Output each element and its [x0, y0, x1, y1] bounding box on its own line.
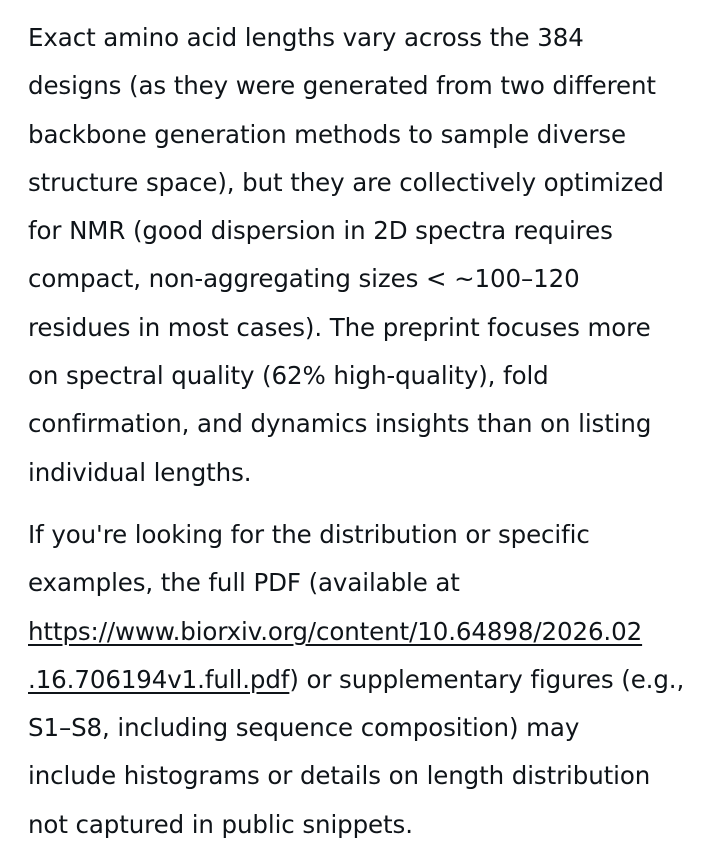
response-text — [28, 14, 708, 849]
text-line: residues in most cases). The preprint focuses more — [28, 312, 651, 342]
text-line: structure space), but they are collectively optimized — [28, 167, 664, 197]
text-line: include histograms or details on length distribution — [28, 761, 651, 791]
paragraph-pdf-reference — [28, 511, 708, 849]
text-line: for NMR (good dispersion in 2D spectra requires — [28, 216, 613, 246]
text-fragment: ) or supplementary figures (e.g., — [289, 664, 685, 694]
text-line: If you're looking for the distribution or specific — [28, 519, 590, 549]
text-line — [28, 608, 708, 656]
text-line: backbone generation methods to sample diverse — [28, 119, 626, 149]
text-line: examples, the full PDF (available at — [28, 568, 460, 598]
text-line: designs (as they were generated from two different — [28, 71, 656, 101]
text-line: on spectral quality (62% high-quality), fold — [28, 361, 549, 391]
text-line: not captured in public snippets. — [28, 809, 413, 839]
text-line: individual lengths. — [28, 457, 252, 487]
text-line — [28, 656, 708, 704]
text-line: S1–S8, including sequence composition) may — [28, 713, 580, 743]
biorxiv-pdf-link[interactable]: https://www.biorxiv.org/content/10.64898/2026.02 — [28, 616, 643, 646]
biorxiv-pdf-link-continued[interactable]: .16.706194v1.full.pdf — [28, 664, 290, 694]
paragraph-lengths — [28, 14, 708, 497]
text-line: confirmation, and dynamics insights than on listing — [28, 409, 652, 439]
text-line: compact, non-aggregating sizes < ~100–120 — [28, 264, 580, 294]
text-line: Exact amino acid lengths vary across the 384 — [28, 23, 584, 52]
